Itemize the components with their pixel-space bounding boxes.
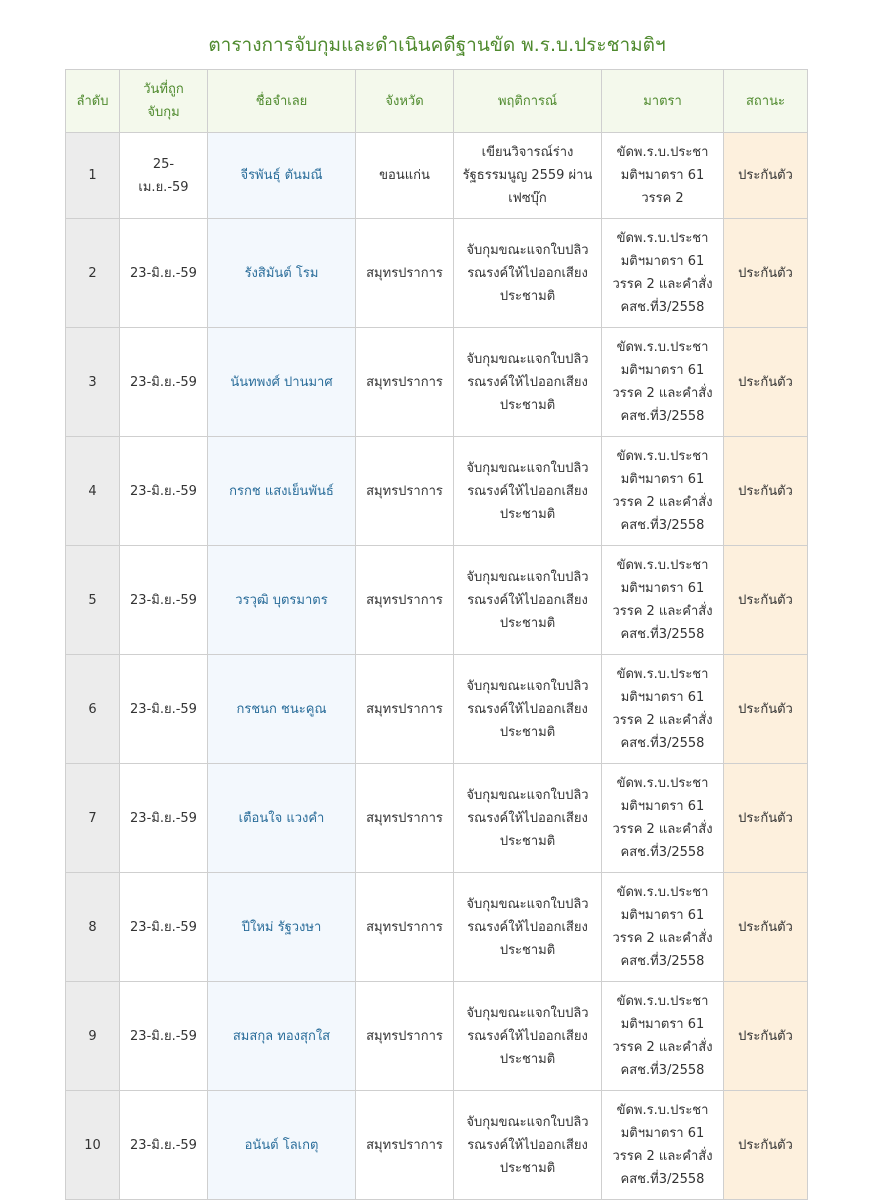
row-number: 5 [66, 546, 120, 655]
row-number: 3 [66, 328, 120, 437]
header-province: จังหวัด [356, 70, 454, 133]
legal-section: ขัดพ.ร.บ.ประชา มติฯมาตรา 61 วรรค 2 และคำสั่ง คสช.ที่3/2558 [602, 219, 724, 328]
defendant-name: ปีใหม่ รัฐวงษา [208, 873, 356, 982]
status-badge: ประกันตัว [724, 764, 808, 873]
arrest-date: 23-มิ.ย.-59 [120, 982, 208, 1091]
status-badge: ประกันตัว [724, 982, 808, 1091]
act-description: จับกุมขณะแจกใบปลิว รณรงค์ให้ไปออกเสียง ประชามติ [454, 219, 602, 328]
arrest-table [65, 69, 808, 1200]
table-row [66, 133, 808, 219]
status-badge: ประกันตัว [724, 328, 808, 437]
arrest-date: 23-มิ.ย.-59 [120, 873, 208, 982]
row-number: 9 [66, 982, 120, 1091]
defendant-name: รังสิมันต์ โรม [208, 219, 356, 328]
row-number: 7 [66, 764, 120, 873]
province: สมุทรปราการ [356, 219, 454, 328]
defendant-name: เตือนใจ แวงคำ [208, 764, 356, 873]
table-row [66, 328, 808, 437]
header-name: ชื่อจำเลย [208, 70, 356, 133]
status-badge: ประกันตัว [724, 873, 808, 982]
status-badge: ประกันตัว [724, 219, 808, 328]
province: สมุทรปราการ [356, 764, 454, 873]
table-row [66, 437, 808, 546]
arrest-date: 23-มิ.ย.-59 [120, 437, 208, 546]
table-row [66, 546, 808, 655]
legal-section: ขัดพ.ร.บ.ประชา มติฯมาตรา 61 วรรค 2 [602, 133, 724, 219]
legal-section: ขัดพ.ร.บ.ประชา มติฯมาตรา 61 วรรค 2 และคำสั่ง คสช.ที่3/2558 [602, 873, 724, 982]
table-row [66, 1091, 808, 1200]
status-badge: ประกันตัว [724, 437, 808, 546]
act-description: เขียนวิจารณ์ร่าง รัฐธรรมนูญ 2559 ผ่าน เฟซบุ๊ก [454, 133, 602, 219]
arrest-date: 25-เม.ย.-59 [120, 133, 208, 219]
act-description: จับกุมขณะแจกใบปลิว รณรงค์ให้ไปออกเสียง ประชามติ [454, 546, 602, 655]
legal-section: ขัดพ.ร.บ.ประชา มติฯมาตรา 61 วรรค 2 และคำสั่ง คสช.ที่3/2558 [602, 655, 724, 764]
defendant-name: นันทพงศ์ ปานมาศ [208, 328, 356, 437]
arrest-date: 23-มิ.ย.-59 [120, 1091, 208, 1200]
status-badge: ประกันตัว [724, 546, 808, 655]
header-status: สถานะ [724, 70, 808, 133]
row-number: 1 [66, 133, 120, 219]
row-number: 2 [66, 219, 120, 328]
status-badge: ประกันตัว [724, 133, 808, 219]
province: สมุทรปราการ [356, 546, 454, 655]
province: สมุทรปราการ [356, 328, 454, 437]
arrest-date: 23-มิ.ย.-59 [120, 328, 208, 437]
defendant-name: วรวุฒิ บุตรมาตร [208, 546, 356, 655]
province: สมุทรปราการ [356, 1091, 454, 1200]
act-description: จับกุมขณะแจกใบปลิว รณรงค์ให้ไปออกเสียง ประชามติ [454, 764, 602, 873]
arrest-date: 23-มิ.ย.-59 [120, 546, 208, 655]
row-number: 10 [66, 1091, 120, 1200]
status-badge: ประกันตัว [724, 655, 808, 764]
defendant-name: กรกช แสงเย็นพันธ์ [208, 437, 356, 546]
header-section: มาตรา [602, 70, 724, 133]
act-description: จับกุมขณะแจกใบปลิว รณรงค์ให้ไปออกเสียง ประชามติ [454, 873, 602, 982]
defendant-name: กรชนก ชนะคูณ [208, 655, 356, 764]
table-row [66, 655, 808, 764]
legal-section: ขัดพ.ร.บ.ประชา มติฯมาตรา 61 วรรค 2 และคำสั่ง คสช.ที่3/2558 [602, 328, 724, 437]
act-description: จับกุมขณะแจกใบปลิว รณรงค์ให้ไปออกเสียง ประชามติ [454, 1091, 602, 1200]
header-date: วันที่ถูก จับกุม [120, 70, 208, 133]
defendant-name: อนันต์ โลเกตุ [208, 1091, 356, 1200]
arrest-date: 23-มิ.ย.-59 [120, 764, 208, 873]
province: สมุทรปราการ [356, 873, 454, 982]
table-row [66, 873, 808, 982]
table-row [66, 982, 808, 1091]
legal-section: ขัดพ.ร.บ.ประชา มติฯมาตรา 61 วรรค 2 และคำสั่ง คสช.ที่3/2558 [602, 437, 724, 546]
act-description: จับกุมขณะแจกใบปลิว รณรงค์ให้ไปออกเสียง ประชามติ [454, 437, 602, 546]
table-row [66, 219, 808, 328]
arrest-date: 23-มิ.ย.-59 [120, 655, 208, 764]
legal-section: ขัดพ.ร.บ.ประชา มติฯมาตรา 61 วรรค 2 และคำสั่ง คสช.ที่3/2558 [602, 546, 724, 655]
province: สมุทรปราการ [356, 655, 454, 764]
table-header-row [66, 70, 808, 133]
table-row [66, 764, 808, 873]
row-number: 8 [66, 873, 120, 982]
legal-section: ขัดพ.ร.บ.ประชา มติฯมาตรา 61 วรรค 2 และคำสั่ง คสช.ที่3/2558 [602, 982, 724, 1091]
row-number: 6 [66, 655, 120, 764]
header-no: ลำดับ [66, 70, 120, 133]
act-description: จับกุมขณะแจกใบปลิว รณรงค์ให้ไปออกเสียง ประชามติ [454, 328, 602, 437]
province: สมุทรปราการ [356, 982, 454, 1091]
act-description: จับกุมขณะแจกใบปลิว รณรงค์ให้ไปออกเสียง ประชามติ [454, 655, 602, 764]
arrest-date: 23-มิ.ย.-59 [120, 219, 208, 328]
act-description: จับกุมขณะแจกใบปลิว รณรงค์ให้ไปออกเสียง ประชามติ [454, 982, 602, 1091]
defendant-name: จีรพันธุ์ ตันมณี [208, 133, 356, 219]
legal-section: ขัดพ.ร.บ.ประชา มติฯมาตรา 61 วรรค 2 และคำสั่ง คสช.ที่3/2558 [602, 764, 724, 873]
defendant-name: สมสกุล ทองสุกใส [208, 982, 356, 1091]
header-act: พฤติการณ์ [454, 70, 602, 133]
page-title: ตารางการจับกุมและดำเนินคดีฐานขัด พ.ร.บ.ประชามติฯ [208, 34, 666, 56]
status-badge: ประกันตัว [724, 1091, 808, 1200]
province: สมุทรปราการ [356, 437, 454, 546]
province: ขอนแก่น [356, 133, 454, 219]
legal-section: ขัดพ.ร.บ.ประชา มติฯมาตรา 61 วรรค 2 และคำสั่ง คสช.ที่3/2558 [602, 1091, 724, 1200]
row-number: 4 [66, 437, 120, 546]
